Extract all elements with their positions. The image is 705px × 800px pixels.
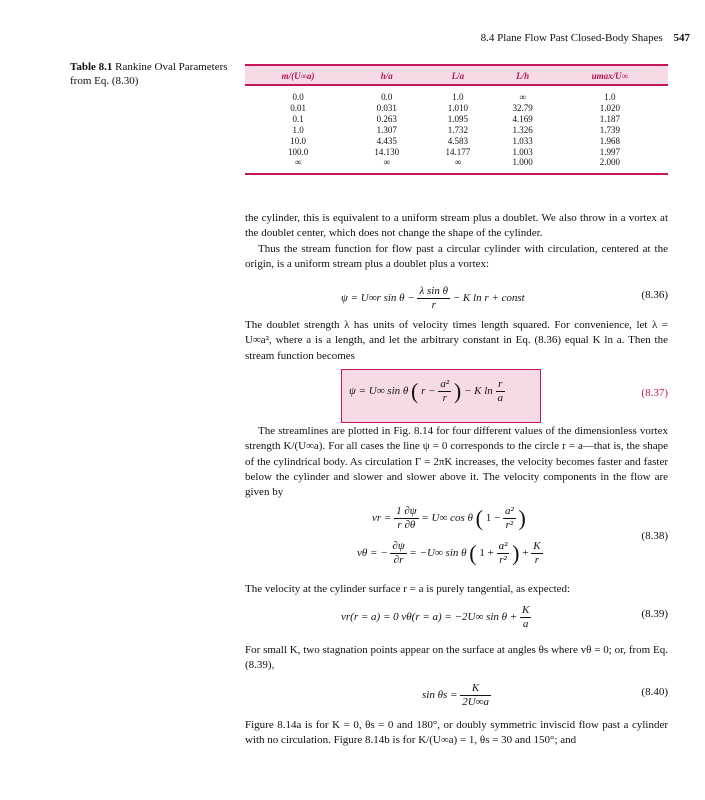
- table-cell: 32.79: [512, 102, 533, 113]
- table-cell: 1.326: [512, 124, 533, 135]
- fraction-denominator: r²: [505, 519, 514, 531]
- table-cell: 0.01: [290, 102, 306, 113]
- table-cell: 1.095: [447, 113, 469, 124]
- fraction-denominator: r: [431, 299, 436, 311]
- paragraph: Figure 8.14a is for K = 0, θs = 0 and 180°, or doubly symmetric inviscid flow past a cylinder with no circulation. Figure 8.14b is for K/(U∞a) = 1, θs = 30 and 150°; and: [245, 719, 668, 747]
- table-cell: 4.169: [512, 113, 533, 124]
- paragraph: For small K, two stagnation points appear on the surface at angles θs where vθ = 0; or, from Eq. (8.39),: [245, 644, 668, 672]
- fraction-numerator: K: [533, 540, 541, 552]
- equation-fraction: [390, 540, 406, 567]
- table-row: [245, 125, 668, 136]
- table-cell: 4.435: [376, 135, 397, 146]
- fraction-numerator: K: [460, 682, 491, 696]
- table-cell: 0.031: [376, 102, 397, 113]
- equation-mid: = −U∞ sin θ: [409, 547, 467, 560]
- column-header: L/a: [422, 65, 493, 85]
- page-number: 547: [673, 32, 690, 44]
- table-cell: 100.0: [287, 146, 309, 157]
- equation-fraction: [460, 682, 491, 709]
- fraction-numerator: a²: [504, 505, 514, 517]
- paren-open: (: [475, 505, 483, 531]
- table-row: [245, 114, 668, 125]
- equation-lhs: vθ = −: [357, 547, 388, 560]
- equation-number: (8.36): [641, 289, 668, 301]
- fraction-denominator: r ∂θ: [397, 519, 416, 531]
- table-row: [245, 85, 668, 103]
- table-cell: 14.177: [445, 146, 471, 157]
- paragraph: The doublet strength λ has units of velocity times length squared. For convenience, let λ = U∞a², where a is a length, and let the arbitrary constant in Eq. (8.36) equal K ln a. Then the stream function becomes: [245, 319, 668, 362]
- table-label: Table 8.1: [70, 61, 113, 73]
- column-header: h/a: [351, 65, 422, 85]
- table-cell: 0.0: [381, 92, 393, 102]
- equation-mid: = U∞ cos θ: [421, 512, 473, 525]
- table-cell: 1.307: [376, 124, 397, 135]
- table-cell: 1.739: [599, 124, 620, 135]
- table-cell: 1.033: [512, 135, 533, 146]
- fraction-numerator: a²: [498, 540, 508, 552]
- intro-paragraphs: [245, 211, 668, 272]
- equation-8-40: [245, 682, 668, 710]
- fraction-denominator: r: [534, 554, 540, 566]
- equation-mid: − K ln: [463, 385, 493, 398]
- fraction-denominator: a: [497, 392, 504, 404]
- equation-number: (8.37): [641, 387, 668, 399]
- equation-fraction: [417, 285, 450, 312]
- table-cell: 1.003: [512, 146, 533, 157]
- column-header: L/h: [494, 65, 552, 85]
- equation-inner: 1 +: [479, 547, 494, 560]
- equation-fraction: [531, 540, 542, 567]
- streamline-paragraph: [245, 424, 668, 500]
- fraction-denominator: a: [522, 618, 529, 630]
- equation-plus: +: [522, 547, 529, 560]
- equation-8-38-vtheta: [245, 540, 668, 580]
- equation-lhs: ψ = U∞ sin θ: [349, 385, 409, 398]
- equation-number: (8.40): [641, 686, 668, 698]
- column-header: umax/U∞: [552, 65, 668, 85]
- table-cell: 0.0: [292, 92, 304, 102]
- running-header: [0, 32, 690, 44]
- doublet-paragraph: [245, 318, 668, 364]
- fraction-numerator: r: [496, 378, 506, 392]
- table-cell: 1.0: [604, 92, 616, 102]
- table-cell: 1.010: [447, 102, 469, 113]
- paragraph: The streamlines are plotted in Fig. 8.14 for four different values of the dimensionless vortex strength K/(U∞a). For all cases the line ψ = 0 corresponds to the circle r = a—that is, the shape of the cylindrical body. As circulation Γ = 2πK increases, the velocity becomes faster and faster below the cylinder and slower and slower above it. The velocity components in the flow are given by: [245, 425, 668, 499]
- table-cell: 1.732: [447, 124, 469, 135]
- table-row: [245, 103, 668, 114]
- table-cell: 0.1: [292, 113, 304, 124]
- equation-fraction: [520, 604, 531, 631]
- equation-fraction: [496, 378, 506, 405]
- section-title: 8.4 Plane Flow Past Closed-Body Shapes: [480, 32, 663, 44]
- fraction-numerator: K: [521, 604, 530, 616]
- table-cell: 1.997: [599, 146, 620, 157]
- equation-inner: r −: [421, 385, 436, 398]
- table-cell: ∞: [422, 157, 493, 174]
- equation-lhs: vr =: [372, 512, 392, 525]
- paragraph: The velocity at the cylinder surface r = a is purely tangential, as expected:: [245, 583, 571, 595]
- fraction-numerator: a²: [440, 378, 450, 390]
- table-cell: ∞: [519, 92, 526, 102]
- paragraph: Thus the stream function for flow past a circular cylinder with circulation, centered at the origin, is a uniform stream plus a doublet plus a vortex:: [245, 242, 668, 270]
- table-caption: [70, 60, 230, 88]
- table-cell: 1.0: [452, 92, 464, 102]
- equation-lhs: sin θs =: [422, 689, 458, 702]
- fraction-numerator: 1 ∂ψ: [396, 505, 417, 517]
- paren-close: ): [453, 378, 462, 404]
- table-cell: ∞: [351, 157, 422, 174]
- table-row: [245, 157, 668, 174]
- fraction-denominator: r: [442, 392, 447, 404]
- paren-open: (: [469, 540, 477, 566]
- table-cell: 0.263: [376, 113, 397, 124]
- fraction-denominator: ∂r: [393, 554, 404, 566]
- fraction-numerator: ∂ψ: [392, 540, 405, 552]
- equation-number: (8.39): [641, 608, 668, 620]
- table-cell: 14.130: [374, 146, 400, 157]
- paren-close: ): [512, 540, 520, 566]
- equation-number: (8.38): [641, 530, 668, 542]
- figure-reference-paragraph: [245, 718, 668, 749]
- table-row: [245, 147, 668, 158]
- equation-inner: 1 −: [485, 512, 501, 525]
- table-cell: 1.000: [494, 157, 552, 174]
- table-cell: 1.968: [599, 135, 620, 146]
- equation-lhs: ψ = U∞r sin θ −: [341, 292, 415, 305]
- stagnation-paragraph: [245, 643, 668, 674]
- table-cell: ∞: [245, 157, 351, 174]
- rankine-oval-table: [245, 64, 668, 175]
- column-header: m/(U∞a): [245, 65, 351, 85]
- table-caption-text: Rankine Oval Parameters from Eq. (8.30): [70, 61, 228, 87]
- equation-expression: vr(r = a) = 0 vθ(r = a) = −2U∞ sin θ +: [341, 611, 518, 624]
- table-cell: 2.000: [552, 157, 668, 174]
- equation-fraction: [438, 378, 451, 405]
- equation-rhs: − K ln r + const: [452, 292, 525, 305]
- surface-velocity-paragraph: [245, 582, 668, 597]
- rankine-table-wrapper: [245, 64, 668, 175]
- table-cell: 1.187: [599, 113, 620, 124]
- fraction-numerator: λ sin θ: [419, 285, 448, 297]
- paren-open: (: [411, 378, 419, 404]
- paragraph: the cylinder, this is equivalent to a uniform stream plus a doublet. We also throw in a vortex at the doublet center, which does not change the shape of the cylinder.: [245, 212, 668, 240]
- paren-close: ): [518, 505, 526, 531]
- table-cell: 10.0: [290, 135, 306, 146]
- equation-fraction: [394, 505, 419, 532]
- equation-fraction: [497, 540, 510, 567]
- equation-fraction: [503, 505, 516, 532]
- table-row: [245, 136, 668, 147]
- equation-8-37: [245, 378, 668, 409]
- fraction-denominator: 2U∞a: [462, 696, 489, 708]
- table-cell: 1.020: [599, 102, 620, 113]
- fraction-denominator: r²: [499, 554, 507, 566]
- table-cell: 4.583: [447, 135, 469, 146]
- equation-8-36: [245, 285, 668, 313]
- table-header-row: [245, 65, 668, 85]
- equation-8-39: [245, 604, 668, 632]
- table-cell: 1.0: [292, 124, 304, 135]
